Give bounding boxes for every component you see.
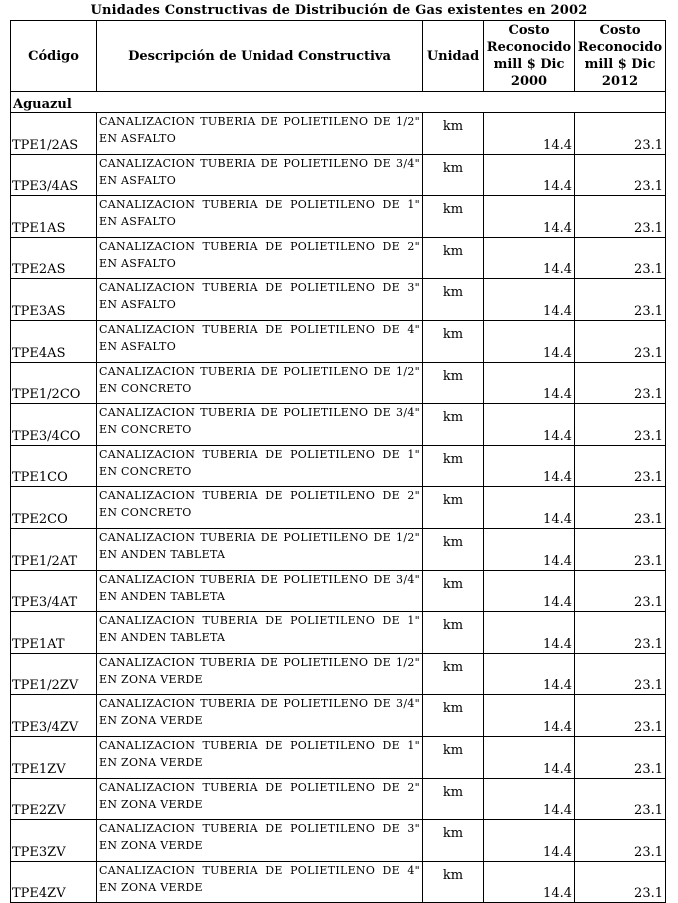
row-description [97, 154, 423, 196]
row-cost-2012: 23.1 [575, 487, 666, 529]
row-description-line2: EN ANDEN TABLETA [99, 547, 226, 561]
row-description [97, 861, 423, 903]
row-description-line1: CANALIZACION TUBERIA DE POLIETILENO DE 3/4" [99, 572, 420, 586]
row-cost-2012: 23.1 [575, 362, 666, 404]
row-cost-2012: 23.1 [575, 113, 666, 155]
row-code: TPE3/4ZV [11, 695, 97, 737]
row-cost-2000: 14.4 [484, 487, 575, 529]
row-description-line1: CANALIZACION TUBERIA DE POLIETILENO DE 1" [99, 447, 420, 461]
row-cost-2012: 23.1 [575, 279, 666, 321]
row-description-line2: EN ANDEN TABLETA [99, 589, 226, 603]
table-row [11, 445, 666, 487]
row-code: TPE3AS [11, 279, 97, 321]
header-descripcion: Descripción de Unidad Constructiva [97, 21, 423, 92]
header-costo-2000-line: Costo [508, 23, 550, 38]
header-costo-2012-line: 2012 [601, 74, 639, 89]
row-cost-2000: 14.4 [484, 736, 575, 778]
table-row [11, 196, 666, 238]
row-code: TPE1/2ZV [11, 653, 97, 695]
table-row [11, 404, 666, 446]
row-description-line2: EN ZONA VERDE [99, 880, 203, 894]
header-costo-2000-line: 2000 [510, 74, 548, 89]
row-code: TPE3ZV [11, 820, 97, 862]
row-description [97, 528, 423, 570]
row-cost-2000: 14.4 [484, 279, 575, 321]
row-code: TPE1AS [11, 196, 97, 238]
table-row [11, 154, 666, 196]
row-cost-2012: 23.1 [575, 861, 666, 903]
row-description [97, 362, 423, 404]
row-unit: km [423, 113, 484, 155]
row-description [97, 736, 423, 778]
table-row [11, 487, 666, 529]
row-description-line2: EN ZONA VERDE [99, 672, 203, 686]
row-cost-2000: 14.4 [484, 695, 575, 737]
row-description-line2: EN CONCRETO [99, 464, 192, 478]
row-description-line2: EN ASFALTO [99, 215, 177, 229]
row-code: TPE2CO [11, 487, 97, 529]
row-description-line2: EN ASFALTO [99, 298, 177, 312]
row-description-line2: EN CONCRETO [99, 423, 192, 437]
row-code: TPE1ZV [11, 736, 97, 778]
row-description [97, 570, 423, 612]
row-description [97, 695, 423, 737]
table-row [11, 362, 666, 404]
table-row [11, 237, 666, 279]
row-description-line1: CANALIZACION TUBERIA DE POLIETILENO DE 1/2" [99, 115, 420, 128]
row-unit: km [423, 237, 484, 279]
table-row [11, 778, 666, 820]
row-unit: km [423, 487, 484, 529]
row-description-line1: CANALIZACION TUBERIA DE POLIETILENO DE 2" [99, 780, 420, 794]
row-cost-2000: 14.4 [484, 404, 575, 446]
header-costo-2012-line: mill $ Dic [584, 57, 656, 72]
header-codigo: Código [11, 21, 97, 92]
row-description-line1: CANALIZACION TUBERIA DE POLIETILENO DE 1" [99, 738, 420, 752]
row-description [97, 279, 423, 321]
table-row [11, 861, 666, 903]
row-description-line2: EN ZONA VERDE [99, 714, 203, 728]
cost-table [10, 20, 666, 903]
row-description-line1: CANALIZACION TUBERIA DE POLIETILENO DE 1/2" [99, 364, 420, 378]
row-description [97, 445, 423, 487]
header-costo-2000-line: mill $ Dic [493, 57, 565, 72]
row-description-line2: EN ASFALTO [99, 132, 177, 145]
row-cost-2012: 23.1 [575, 320, 666, 362]
table-row [11, 695, 666, 737]
row-cost-2012: 23.1 [575, 237, 666, 279]
row-cost-2012: 23.1 [575, 778, 666, 820]
table-title: Unidades Constructivas de Distribución de Gas existentes en 2002 [90, 3, 588, 18]
row-description-line2: EN ASFALTO [99, 173, 177, 187]
row-unit: km [423, 362, 484, 404]
row-cost-2012: 23.1 [575, 612, 666, 654]
header-costo-2012 [575, 21, 666, 92]
header-costo-2000 [484, 21, 575, 92]
row-description [97, 778, 423, 820]
row-code: TPE2AS [11, 237, 97, 279]
row-cost-2012: 23.1 [575, 196, 666, 238]
row-cost-2000: 14.4 [484, 320, 575, 362]
table-row [11, 528, 666, 570]
row-description [97, 487, 423, 529]
row-cost-2000: 14.4 [484, 653, 575, 695]
row-description [97, 320, 423, 362]
row-code: TPE1/2AT [11, 528, 97, 570]
table-row [11, 570, 666, 612]
row-description-line2: EN ZONA VERDE [99, 797, 203, 811]
row-cost-2000: 14.4 [484, 154, 575, 196]
table-row [11, 279, 666, 321]
row-description-line2: EN ANDEN TABLETA [99, 631, 226, 645]
row-cost-2000: 14.4 [484, 820, 575, 862]
row-description-line1: CANALIZACION TUBERIA DE POLIETILENO DE 4" [99, 322, 420, 336]
row-code: TPE2ZV [11, 778, 97, 820]
row-code: TPE1/2CO [11, 362, 97, 404]
group-row [11, 92, 666, 113]
row-description [97, 820, 423, 862]
row-unit: km [423, 695, 484, 737]
row-cost-2000: 14.4 [484, 612, 575, 654]
row-description-line2: EN CONCRETO [99, 381, 192, 395]
row-unit: km [423, 196, 484, 238]
row-cost-2000: 14.4 [484, 778, 575, 820]
table-row [11, 820, 666, 862]
row-description-line1: CANALIZACION TUBERIA DE POLIETILENO DE 1/2" [99, 530, 420, 544]
header-costo-2012-line: Reconocido [577, 40, 663, 55]
row-description-line1: CANALIZACION TUBERIA DE POLIETILENO DE 3/4" [99, 156, 420, 170]
row-description-line1: CANALIZACION TUBERIA DE POLIETILENO DE 3" [99, 281, 420, 295]
row-cost-2012: 23.1 [575, 820, 666, 862]
row-description-line1: CANALIZACION TUBERIA DE POLIETILENO DE 3" [99, 822, 420, 836]
row-description-line2: EN ZONA VERDE [99, 755, 203, 769]
row-unit: km [423, 279, 484, 321]
row-description-line1: CANALIZACION TUBERIA DE POLIETILENO DE 3/4" [99, 406, 420, 420]
row-cost-2012: 23.1 [575, 653, 666, 695]
row-unit: km [423, 528, 484, 570]
row-cost-2000: 14.4 [484, 196, 575, 238]
header-costo-2012-line: Costo [599, 23, 641, 38]
row-unit: km [423, 736, 484, 778]
row-cost-2000: 14.4 [484, 861, 575, 903]
row-description [97, 237, 423, 279]
row-cost-2000: 14.4 [484, 570, 575, 612]
row-unit: km [423, 778, 484, 820]
row-description-line1: CANALIZACION TUBERIA DE POLIETILENO DE 2" [99, 489, 420, 503]
row-unit: km [423, 653, 484, 695]
row-cost-2012: 23.1 [575, 570, 666, 612]
row-code: TPE1AT [11, 612, 97, 654]
row-description-line1: CANALIZACION TUBERIA DE POLIETILENO DE 2" [99, 239, 420, 253]
header-unidad: Unidad [423, 21, 484, 92]
row-description-line2: EN ASFALTO [99, 256, 177, 270]
row-code: TPE1/2AS [11, 113, 97, 155]
row-unit: km [423, 861, 484, 903]
row-unit: km [423, 154, 484, 196]
header-row [11, 21, 666, 92]
table-row [11, 320, 666, 362]
row-description-line1: CANALIZACION TUBERIA DE POLIETILENO DE 1" [99, 614, 420, 628]
row-code: TPE4ZV [11, 861, 97, 903]
row-unit: km [423, 320, 484, 362]
row-code: TPE3/4AS [11, 154, 97, 196]
table-row [11, 736, 666, 778]
row-unit: km [423, 820, 484, 862]
row-description-line2: EN CONCRETO [99, 506, 192, 520]
row-cost-2012: 23.1 [575, 528, 666, 570]
row-cost-2012: 23.1 [575, 695, 666, 737]
row-description [97, 404, 423, 446]
row-cost-2012: 23.1 [575, 404, 666, 446]
row-description [97, 196, 423, 238]
row-description [97, 113, 423, 155]
row-description-line1: CANALIZACION TUBERIA DE POLIETILENO DE 4" [99, 863, 420, 877]
row-cost-2012: 23.1 [575, 445, 666, 487]
row-unit: km [423, 445, 484, 487]
row-cost-2000: 14.4 [484, 113, 575, 155]
row-description-line2: EN ASFALTO [99, 339, 177, 353]
row-cost-2000: 14.4 [484, 237, 575, 279]
row-description [97, 612, 423, 654]
row-description-line1: CANALIZACION TUBERIA DE POLIETILENO DE 1/2" [99, 655, 420, 669]
row-unit: km [423, 404, 484, 446]
row-cost-2000: 14.4 [484, 445, 575, 487]
row-code: TPE1CO [11, 445, 97, 487]
row-description-line2: EN ZONA VERDE [99, 839, 203, 853]
row-description [97, 653, 423, 695]
table-row [11, 612, 666, 654]
row-unit: km [423, 570, 484, 612]
row-unit: km [423, 612, 484, 654]
row-cost-2000: 14.4 [484, 362, 575, 404]
row-cost-2012: 23.1 [575, 736, 666, 778]
row-description-line1: CANALIZACION TUBERIA DE POLIETILENO DE 3/4" [99, 697, 420, 711]
row-code: TPE3/4AT [11, 570, 97, 612]
row-description-line1: CANALIZACION TUBERIA DE POLIETILENO DE 1" [99, 198, 420, 212]
row-code: TPE3/4CO [11, 404, 97, 446]
table-row [11, 653, 666, 695]
row-code: TPE4AS [11, 320, 97, 362]
row-cost-2000: 14.4 [484, 528, 575, 570]
row-cost-2012: 23.1 [575, 154, 666, 196]
group-label: Aguazul [11, 92, 666, 113]
table-row [11, 113, 666, 155]
header-costo-2000-line: Reconocido [486, 40, 572, 55]
